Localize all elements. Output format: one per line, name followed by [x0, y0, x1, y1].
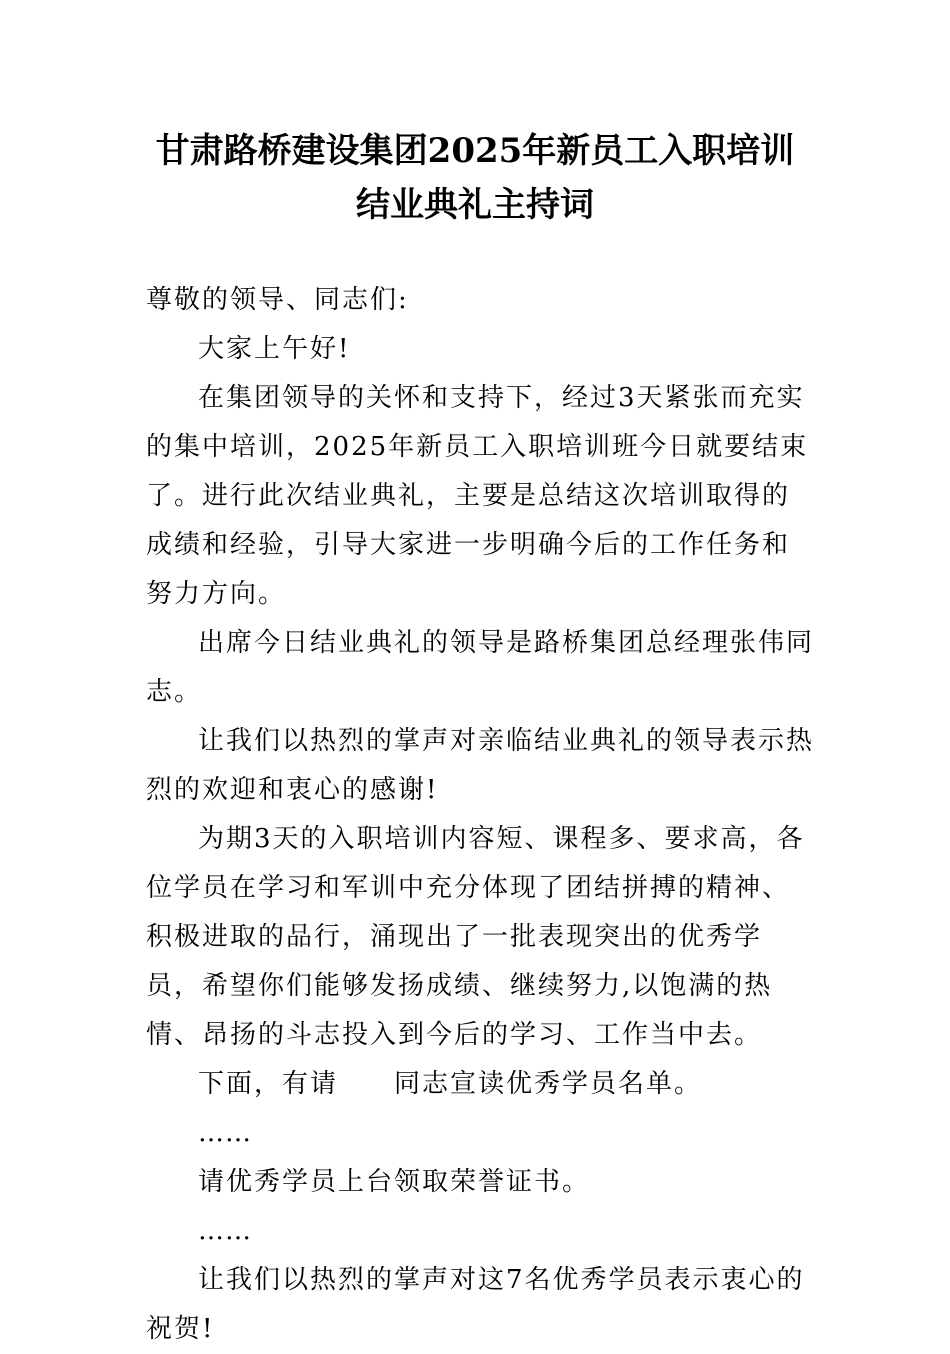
document-body [146, 276, 816, 1354]
paragraph-intro: 在集团领导的关怀和支持下，经过3天紧张而充实的集中培训，2025年新员工入职培训班今日就要结束了。进行此次结业典礼，主要是总结这次培训取得的成绩和经验，引导大家进一步明确今后的工作任务和努力方向。 [146, 383, 809, 609]
salutation: 尊敬的领导、同志们: [146, 285, 409, 315]
invite-text-before: 下面，有请 [198, 1069, 339, 1099]
title-line-1: 甘肃路桥建设集团2025年新员工入职培训 [155, 131, 795, 171]
paragraph-invite [146, 1060, 816, 1109]
paragraph-congrats: 让我们以热烈的掌声对这7名优秀学员表示衷心的祝贺! [146, 1265, 805, 1344]
paragraph-summary: 为期3天的入职培训内容短、课程多、要求高，各位学员在学习和军训中充分体现了团结拼搏的精神、积极进取的品行，涌现出了一批表现突出的优秀学员，希望你们能够发扬成绩、继续努力,以饱满的热情、昂扬的斗志投入到今后的学习、工作当中去。 [146, 824, 805, 1050]
ellipsis-1: …… [198, 1118, 252, 1148]
greeting: 大家上午好! [198, 334, 351, 364]
title-line-2: 结业典礼主持词 [356, 185, 594, 225]
paragraph-award: 请优秀学员上台领取荣誉证书。 [198, 1167, 591, 1197]
paragraph-leader: 出席今日结业典礼的领导是路桥集团总经理张伟同志。 [146, 628, 815, 707]
invite-text-after: 同志宣读优秀学员名单。 [394, 1069, 703, 1099]
document-title [60, 124, 890, 232]
ellipsis-2: …… [198, 1216, 252, 1246]
paragraph-welcome: 让我们以热烈的掌声对亲临结业典礼的领导表示热烈的欢迎和衷心的感谢! [146, 726, 815, 805]
